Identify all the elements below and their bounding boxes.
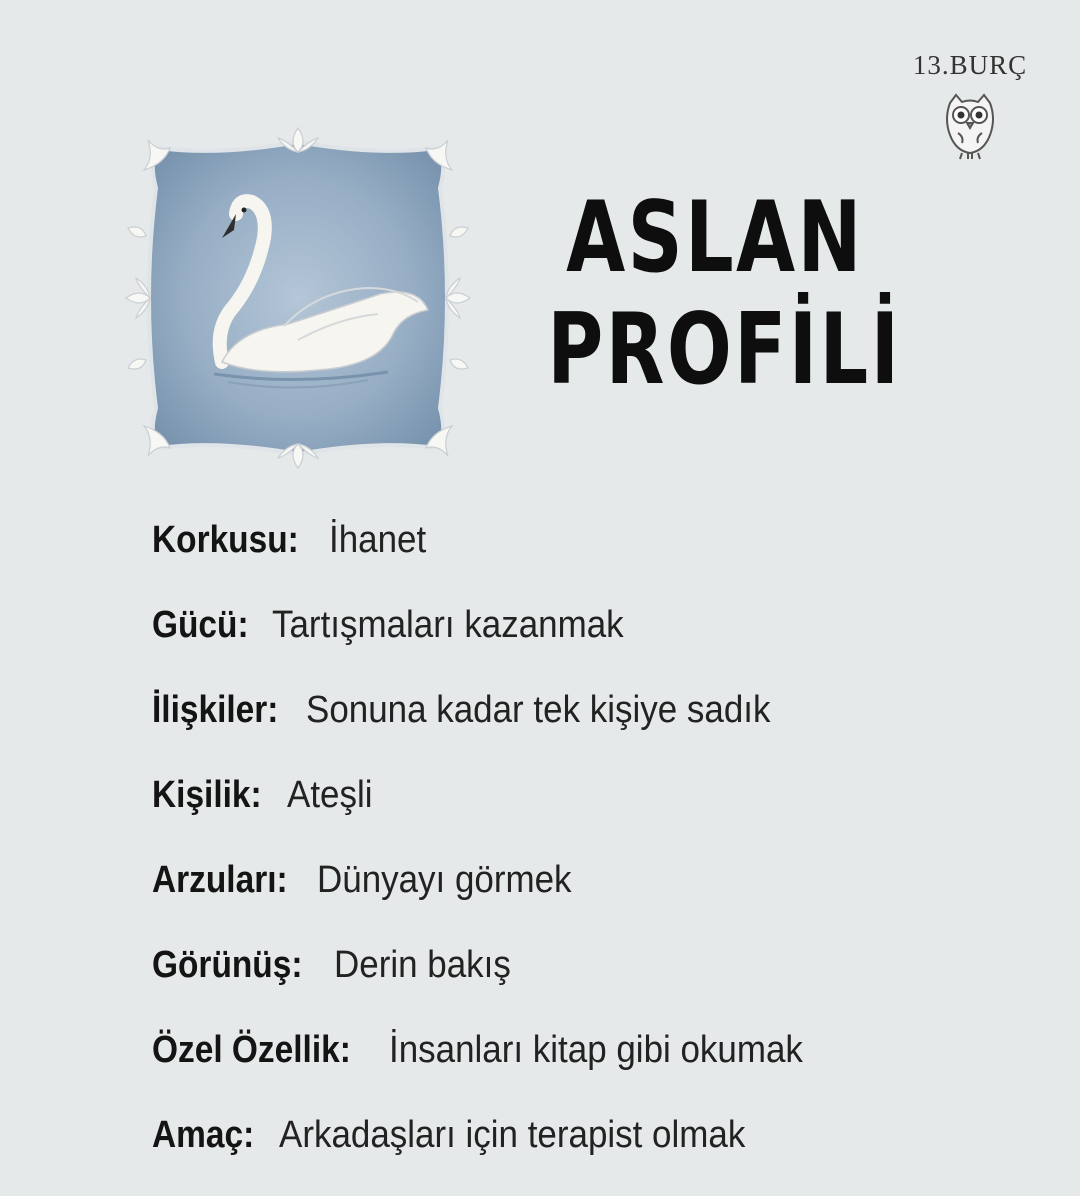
title-line-1: ASLAN xyxy=(566,181,864,295)
fact-desires xyxy=(152,856,1032,941)
fact-key: İlişkiler: xyxy=(152,689,279,731)
fact-value: Dünyayı görmek xyxy=(316,859,572,901)
fact-key: Korkusu: xyxy=(152,519,299,561)
fact-key: Arzuları: xyxy=(152,859,288,901)
fact-personality xyxy=(152,771,1032,856)
fact-value: Ateşli xyxy=(287,774,373,816)
owl-icon xyxy=(938,89,1002,161)
fact-value: Tartışmaları kazanmak xyxy=(272,604,624,646)
fact-value: İhanet xyxy=(329,519,427,561)
fact-key: Özel Özellik: xyxy=(152,1029,351,1071)
fact-relationships xyxy=(152,686,1032,771)
fact-key: Amaç: xyxy=(152,1114,255,1156)
fact-value: Arkadaşları için terapist olmak xyxy=(278,1114,746,1156)
fact-special-trait xyxy=(152,1026,1032,1111)
fact-appearance xyxy=(152,941,1032,1026)
fact-value: Sonuna kadar tek kişiye sadık xyxy=(306,689,771,731)
fact-key: Gücü: xyxy=(152,604,249,646)
fact-key: Görünüş: xyxy=(152,944,303,986)
fact-value: İnsanları kitap gibi okumak xyxy=(388,1029,803,1071)
fact-value: Derin bakış xyxy=(333,944,511,986)
profile-facts xyxy=(152,516,1032,1196)
fact-strength xyxy=(152,601,1032,686)
page-title xyxy=(500,182,930,406)
fact-key: Kişilik: xyxy=(152,774,262,816)
fact-goal xyxy=(152,1111,1032,1196)
swan-illustration xyxy=(118,118,478,478)
brand-logo xyxy=(900,50,1040,161)
fact-fear xyxy=(152,516,1032,601)
brand-name: 13.BURÇ xyxy=(912,50,1028,80)
title-line-2: PROFİLİ xyxy=(547,293,902,407)
